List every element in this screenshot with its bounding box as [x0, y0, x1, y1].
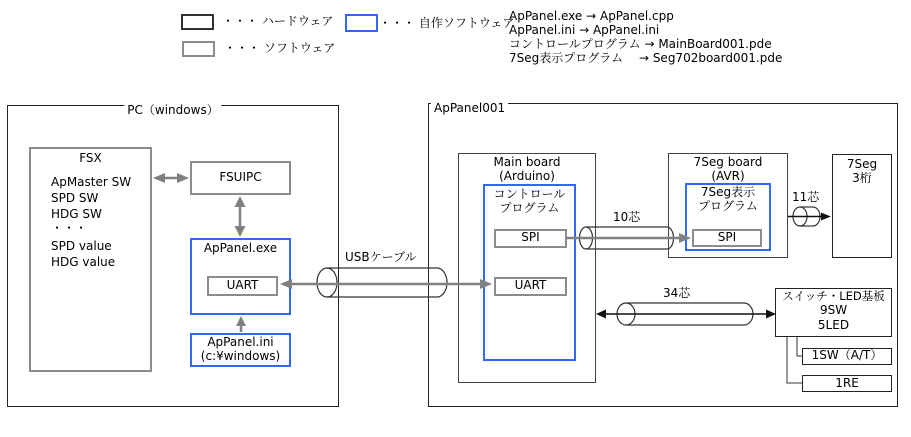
main-board-title: Main board: [493, 155, 561, 169]
fsx-item: SPD value: [51, 239, 112, 253]
legend-hardware-label: ・・・ ハードウェア: [222, 14, 334, 28]
fsx-box: [29, 147, 152, 372]
file-mapping-line: コントロールプログラム → MainBoard001.pde: [509, 37, 772, 51]
control-program-line1: コントロール: [493, 187, 566, 201]
spi-segboard-label: SPI: [717, 230, 737, 244]
switch-led-line2: 9SW: [819, 303, 848, 317]
file-mapping-line: ApPanel.exe → ApPanel.cpp: [509, 9, 674, 23]
control-program-line2: プログラム: [499, 201, 560, 215]
appanel-exe-title: ApPanel.exe: [203, 241, 278, 255]
spi-mainboard-box: [494, 229, 567, 248]
sw-at-label: 1SW（A/T）: [811, 348, 883, 362]
uart-pc-box: [207, 276, 278, 296]
control-program-box: [483, 184, 576, 361]
uart-mainboard-box: [494, 277, 567, 296]
legend-hardware-swatch: [181, 14, 214, 30]
wires34-label: 34芯: [663, 286, 691, 300]
legend-custom-software-swatch: [345, 14, 378, 32]
seg-program-line1: 7Seg表示: [700, 185, 756, 199]
re-box: [802, 375, 892, 392]
wires11-label: 11芯: [792, 190, 820, 204]
fsx-item: HDG value: [51, 255, 116, 269]
file-mapping-line: 7Seg表示プログラム → Seg702board001.pde: [509, 51, 783, 65]
legend-software-label: ・・・ ソフトウェア: [224, 41, 336, 55]
switch-led-line1: スイッチ・LED基板: [782, 289, 885, 303]
seg-program-line2: プログラム: [698, 199, 758, 213]
fsx-item: HDG SW: [51, 207, 102, 221]
seg-board-title: 7Seg board: [693, 155, 763, 169]
legend-software-swatch: [182, 41, 215, 57]
pc-title: PC（windows）: [124, 104, 221, 117]
legend-custom-software-label: ・・・ 自作ソフトウェア: [379, 16, 515, 30]
fsuipc-box: [190, 161, 291, 195]
appanel-ini-box: [190, 333, 291, 367]
re-label: 1RE: [835, 376, 859, 390]
spi-segboard-box: [692, 229, 762, 247]
seg-display-line2: 3桁: [852, 171, 872, 185]
appanel001-title: ApPanel001: [431, 102, 508, 115]
switch-led-box: [775, 288, 892, 337]
seg-display-line1: 7Seg: [846, 157, 878, 171]
appanel-ini-line2: (c:¥windows): [200, 349, 281, 363]
fsx-item: ApMaster SW: [51, 175, 132, 189]
usb-cable-label: USBケーブル: [345, 250, 417, 264]
fsx-item: ・・・: [51, 221, 88, 235]
sw-at-box: [802, 348, 892, 365]
appanel-ini-line1: ApPanel.ini: [207, 335, 274, 349]
fsx-item: SPD SW: [51, 191, 99, 205]
seg-board-subtitle: (AVR): [711, 169, 745, 183]
uart-pc-label: UART: [226, 278, 259, 292]
fsx-title: FSX: [79, 151, 102, 165]
main-board-subtitle: (Arduino): [499, 169, 555, 183]
uart-mainboard-label: UART: [514, 278, 547, 292]
file-mapping-notes: [509, 9, 782, 65]
file-mapping-line: ApPanel.ini → ApPanel.ini: [509, 23, 660, 37]
fsuipc-label: FSUIPC: [219, 170, 262, 184]
spi-mainboard-label: SPI: [521, 230, 540, 244]
wires10-label: 10芯: [613, 210, 641, 224]
switch-led-line3: 5LED: [817, 318, 850, 332]
seg-display-box: [832, 154, 892, 258]
